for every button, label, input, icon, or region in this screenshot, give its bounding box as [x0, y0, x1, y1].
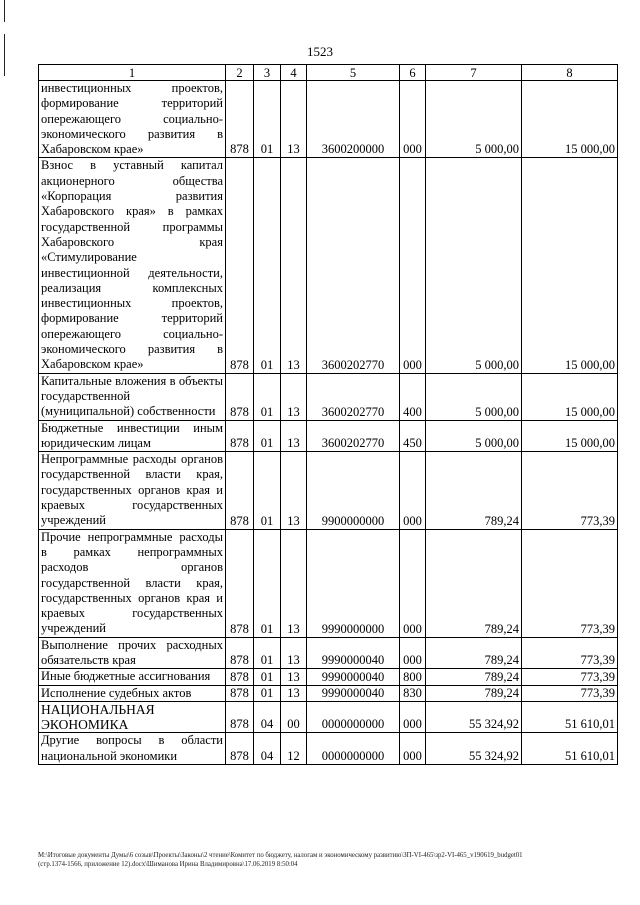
rz-cell: 04: [254, 701, 281, 733]
col-header: 5: [307, 65, 400, 81]
col-header: 6: [400, 65, 426, 81]
sum1-cell: 789,24: [426, 529, 522, 637]
csr-cell: 3600202770: [307, 373, 400, 420]
pr-cell: 13: [281, 420, 307, 452]
sum1-cell: 789,24: [426, 669, 522, 685]
row-name: НАЦИОНАЛЬНАЯ ЭКОНОМИКА: [39, 701, 226, 733]
col-header: 3: [254, 65, 281, 81]
sum1-cell: 5 000,00: [426, 420, 522, 452]
grbs-cell: 878: [226, 420, 254, 452]
csr-cell: 9900000000: [307, 452, 400, 529]
vr-cell: 000: [400, 637, 426, 669]
vr-cell: 800: [400, 669, 426, 685]
rz-cell: 01: [254, 637, 281, 669]
page-number: 1523: [307, 44, 333, 59]
footer-line: (стр.1374-1566, приложение 12).docx\Шиманова Ирина Владимировна\17.06.2019 8:50:04: [38, 861, 298, 868]
csr-cell: 3600202770: [307, 158, 400, 373]
col-header: 2: [226, 65, 254, 81]
grbs-cell: 878: [226, 81, 254, 158]
grbs-cell: 878: [226, 669, 254, 685]
sum1-cell: 789,24: [426, 685, 522, 701]
csr-cell: 3600200000: [307, 81, 400, 158]
table-row: [39, 669, 618, 685]
csr-cell: 3600202770: [307, 420, 400, 452]
pr-cell: 13: [281, 529, 307, 637]
sum2-cell: 773,39: [522, 637, 618, 669]
rz-cell: 01: [254, 669, 281, 685]
sum1-cell: 5 000,00: [426, 373, 522, 420]
table-row: [39, 420, 618, 452]
csr-cell: 9990000000: [307, 529, 400, 637]
row-name: Прочие непрограммные расходы в рамках непрограммных расходов органов государственной власти края, государственных органов края и краевых государственных учреждений: [39, 529, 226, 637]
sum1-cell: 55 324,92: [426, 733, 522, 765]
sum2-cell: 15 000,00: [522, 158, 618, 373]
row-name: Другие вопросы в области национальной экономики: [39, 733, 226, 765]
vr-cell: 000: [400, 733, 426, 765]
margin-line: [4, 0, 5, 22]
vr-cell: 000: [400, 529, 426, 637]
vr-cell: 830: [400, 685, 426, 701]
csr-cell: 0000000000: [307, 701, 400, 733]
rz-cell: 01: [254, 452, 281, 529]
table-row: [39, 733, 618, 765]
vr-cell: 000: [400, 81, 426, 158]
grbs-cell: 878: [226, 685, 254, 701]
pr-cell: 13: [281, 452, 307, 529]
sum1-cell: 789,24: [426, 637, 522, 669]
table-row: [39, 81, 618, 158]
csr-cell: 0000000000: [307, 733, 400, 765]
csr-cell: 9990000040: [307, 669, 400, 685]
col-header: 4: [281, 65, 307, 81]
sum1-cell: 789,24: [426, 452, 522, 529]
grbs-cell: 878: [226, 452, 254, 529]
row-name: Взнос в уставный капитал акционерного общества «Корпорация развития Хабаровского края» в рамках государственной программы Хабаровского края «Стимулирование инвестиционной деятельности, реализация комплексных инвестиционных проектов, формирование территорий опережающего социально-экономического развития в Хабаровском крае»: [39, 158, 226, 373]
row-name: инвестиционных проектов, формирование территорий опережающего социально-экономического развития в Хабаровском крае»: [39, 81, 226, 158]
table-row: [39, 685, 618, 701]
sum2-cell: 773,39: [522, 452, 618, 529]
row-name: Капитальные вложения в объекты государственной (муниципальной) собственности: [39, 373, 226, 420]
table-row: [39, 452, 618, 529]
csr-cell: 9990000040: [307, 637, 400, 669]
rz-cell: 04: [254, 733, 281, 765]
sum1-cell: 5 000,00: [426, 81, 522, 158]
grbs-cell: 878: [226, 158, 254, 373]
pr-cell: 13: [281, 637, 307, 669]
rz-cell: 01: [254, 685, 281, 701]
pr-cell: 00: [281, 701, 307, 733]
sum2-cell: 773,39: [522, 685, 618, 701]
col-header: 7: [426, 65, 522, 81]
vr-cell: 000: [400, 452, 426, 529]
vr-cell: 450: [400, 420, 426, 452]
rz-cell: 01: [254, 373, 281, 420]
sum2-cell: 15 000,00: [522, 373, 618, 420]
table-row: [39, 637, 618, 669]
vr-cell: 000: [400, 158, 426, 373]
rz-cell: 01: [254, 158, 281, 373]
pr-cell: 13: [281, 373, 307, 420]
sum2-cell: 51 610,01: [522, 701, 618, 733]
grbs-cell: 878: [226, 733, 254, 765]
row-name: Выполнение прочих расходных обязательств края: [39, 637, 226, 669]
pr-cell: 13: [281, 81, 307, 158]
vr-cell: 400: [400, 373, 426, 420]
pr-cell: 13: [281, 685, 307, 701]
header-row: [39, 65, 618, 81]
sum2-cell: 15 000,00: [522, 420, 618, 452]
pr-cell: 13: [281, 669, 307, 685]
sum2-cell: 773,39: [522, 669, 618, 685]
row-name: Бюджетные инвестиции иным юридическим лицам: [39, 420, 226, 452]
csr-cell: 9990000040: [307, 685, 400, 701]
table-row: [39, 373, 618, 420]
sum1-cell: 55 324,92: [426, 701, 522, 733]
sum1-cell: 5 000,00: [426, 158, 522, 373]
pr-cell: 12: [281, 733, 307, 765]
grbs-cell: 878: [226, 637, 254, 669]
table-row: [39, 701, 618, 733]
vr-cell: 000: [400, 701, 426, 733]
grbs-cell: 878: [226, 529, 254, 637]
table-row: [39, 529, 618, 637]
rz-cell: 01: [254, 529, 281, 637]
row-name: Непрограммные расходы органов государственной власти края, государственных органов края и краевых государственных учреждений: [39, 452, 226, 529]
grbs-cell: 878: [226, 701, 254, 733]
row-name: Исполнение судебных актов: [39, 685, 226, 701]
sum2-cell: 773,39: [522, 529, 618, 637]
budget-table: [38, 64, 618, 765]
sum2-cell: 51 610,01: [522, 733, 618, 765]
table-row: [39, 158, 618, 373]
file-path-footer: [38, 851, 628, 869]
rz-cell: 01: [254, 420, 281, 452]
rz-cell: 01: [254, 81, 281, 158]
grbs-cell: 878: [226, 373, 254, 420]
sum2-cell: 15 000,00: [522, 81, 618, 158]
row-name: Иные бюджетные ассигнования: [39, 669, 226, 685]
col-header: 1: [39, 65, 226, 81]
col-header: 8: [522, 65, 618, 81]
footer-line: M:\Итоговые документы Думы\6 созыв\Проекты\Законы\2 чтение\Комитет по бюджету, налогам и экономическому развитию\ЗП-VI-465\зр2-VI-465_v190619_budget01: [38, 852, 523, 859]
pr-cell: 13: [281, 158, 307, 373]
